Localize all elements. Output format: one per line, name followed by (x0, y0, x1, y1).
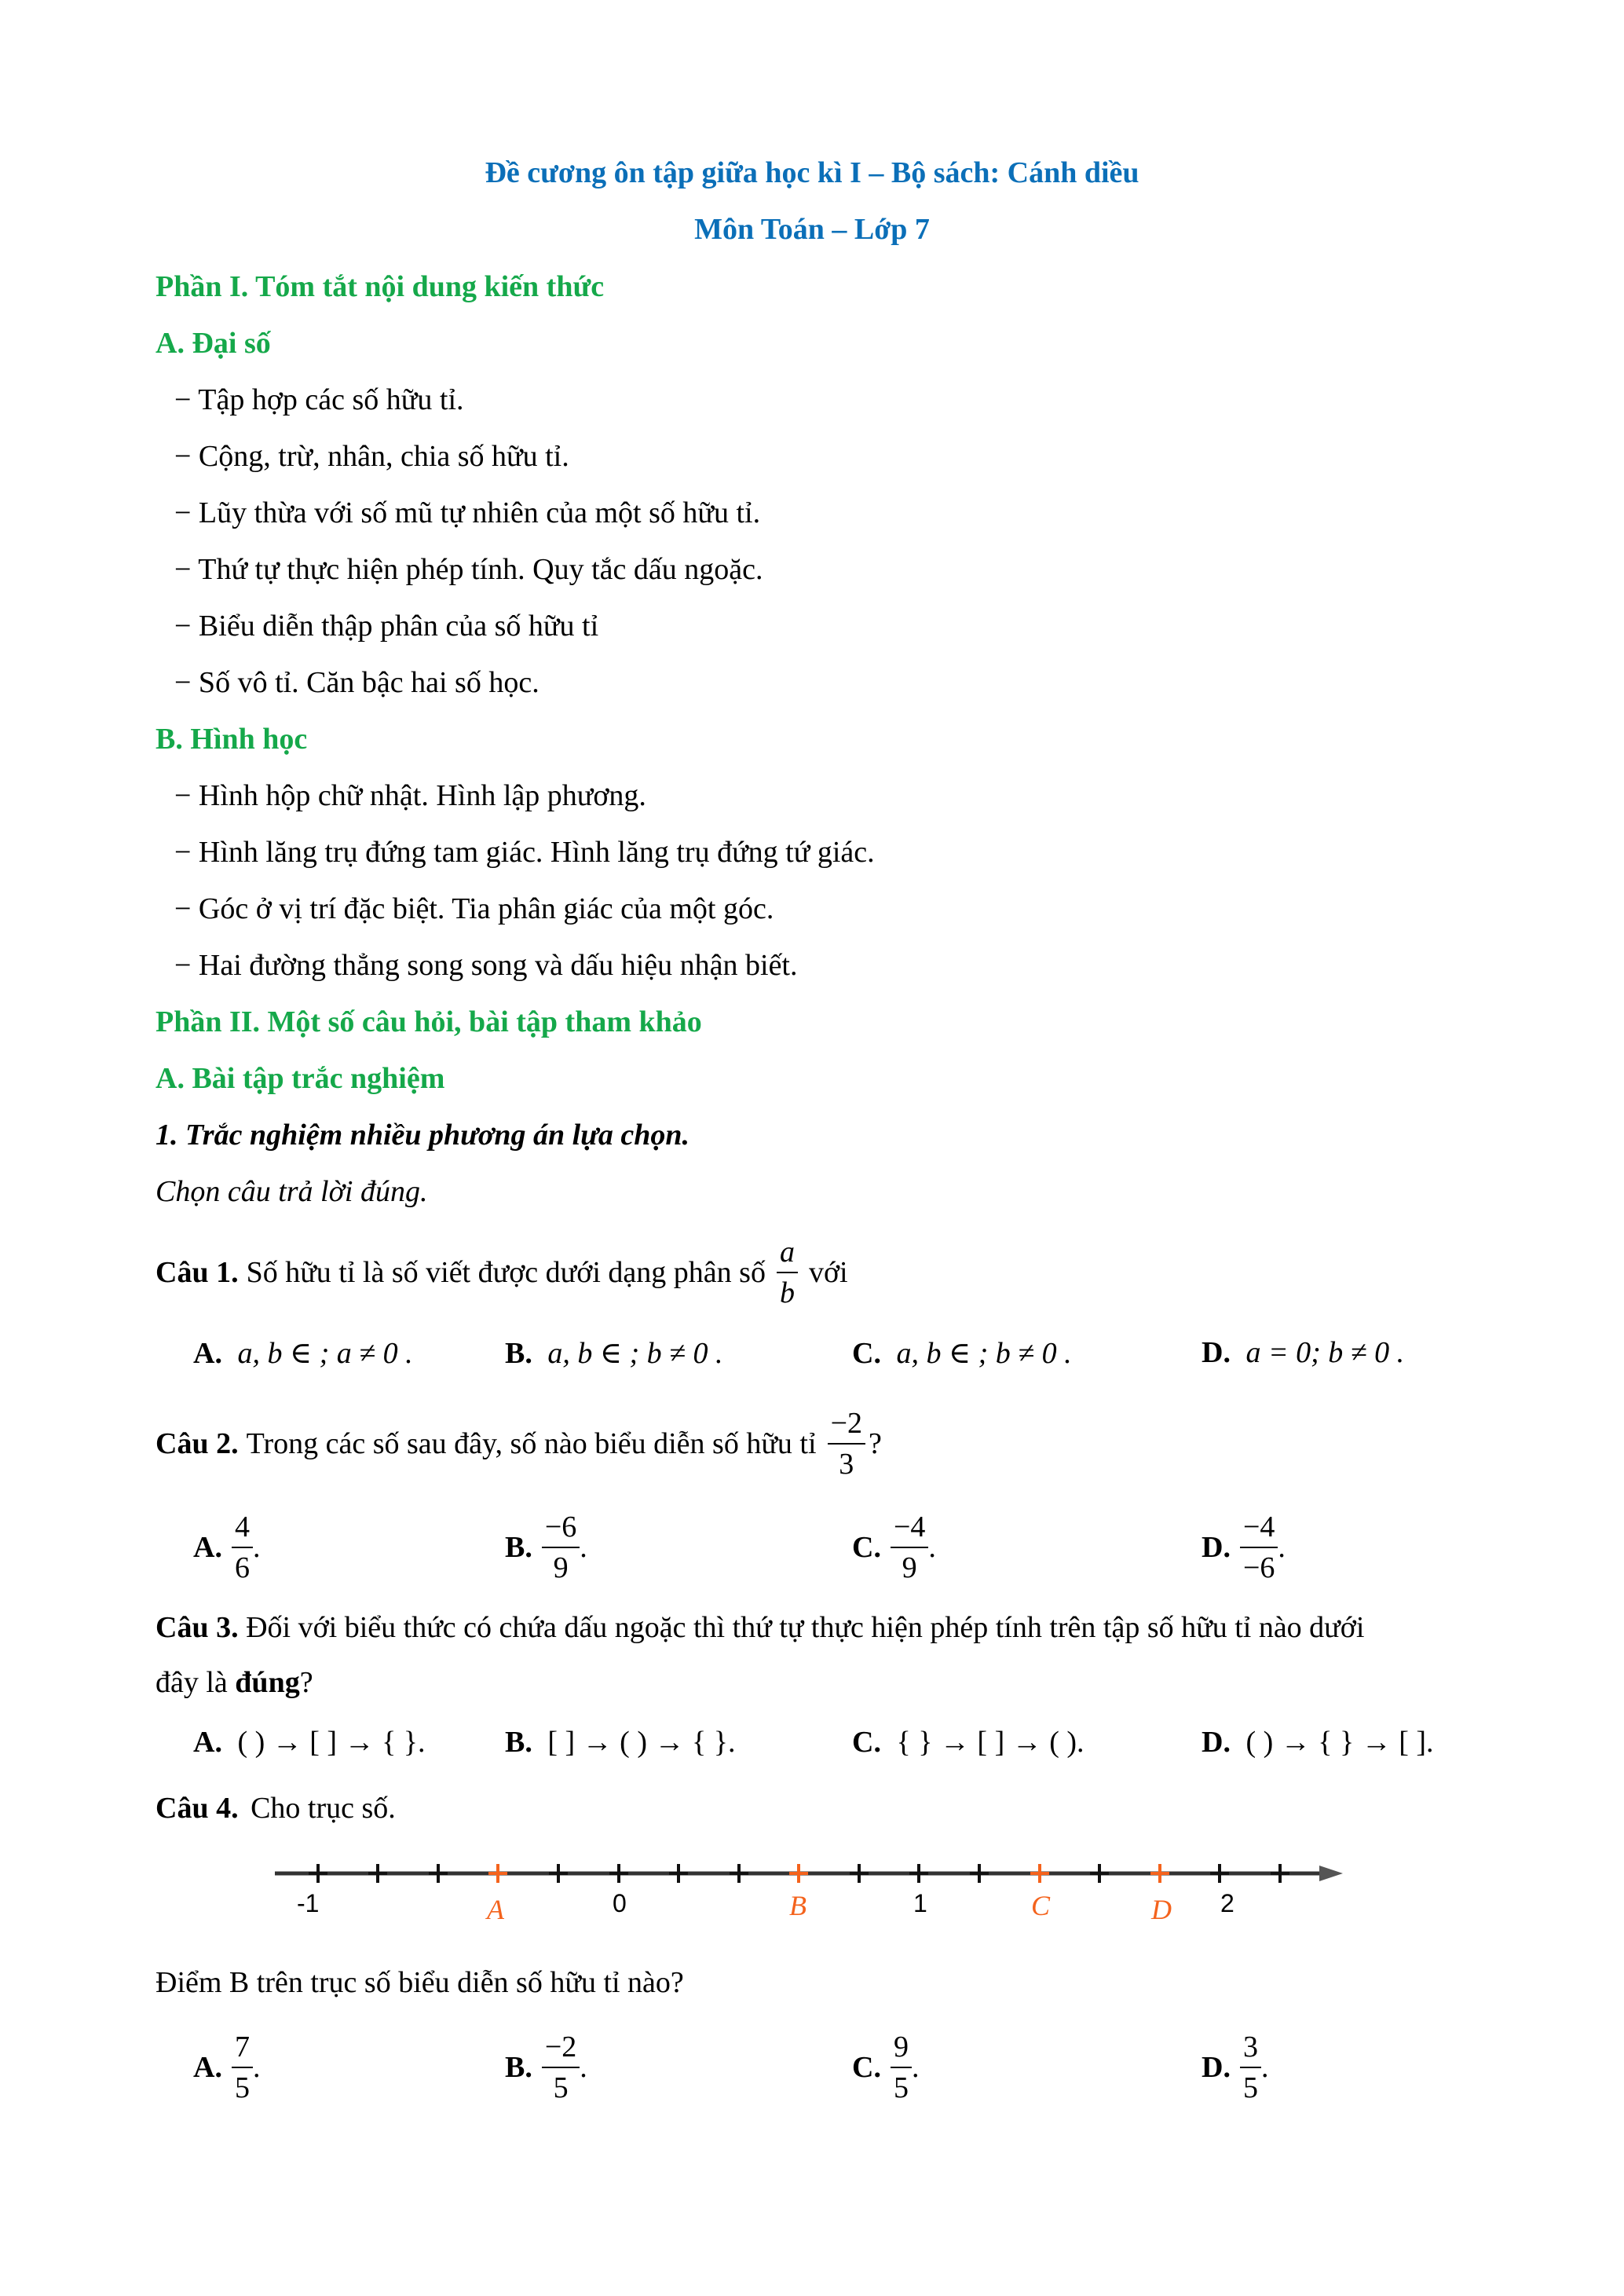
point-label-d: D (1151, 1894, 1172, 1925)
question-text: Cho trục số. (251, 1792, 396, 1825)
fraction-numerator: −4 (1240, 1512, 1278, 1548)
part2-heading: Phần II. Một số câu hỏi, bài tập tham khảo (155, 1005, 702, 1038)
fraction-denominator: b (779, 1276, 795, 1309)
question-2 (155, 1404, 882, 1483)
question-label: Câu 4. (155, 1792, 239, 1825)
question-text-after: với (808, 1256, 848, 1289)
q2-option-b[interactable]: B. $\frac{-6}{9}$ . (505, 1511, 587, 1584)
q1-option-b[interactable] (505, 1335, 723, 1371)
algebra-item: − Thứ tự thực hiện phép tính. Quy tắc dấu ngoặc. (174, 553, 763, 586)
option-label: A. (193, 1531, 222, 1564)
q4-option-a[interactable]: A. $\frac{7}{5}$ . (193, 2031, 261, 2104)
option-text: [ ] → ( ) → { }. (547, 1726, 736, 1759)
q3-option-d[interactable] (1202, 1725, 1434, 1760)
question-4-prompt: Điểm B trên trục số biểu diễn số hữu tỉ nào? (155, 1966, 684, 1999)
point-label-a: A (487, 1894, 504, 1925)
question-text: đây là (155, 1666, 236, 1699)
q4-option-c[interactable]: C. $\frac{9}{5}$ . (852, 2031, 920, 2104)
question-text-after: ? (869, 1427, 882, 1460)
fraction (232, 2032, 253, 2103)
axis-label-2: 2 (1220, 1889, 1234, 1917)
question-text: Số hữu tỉ là số viết được dưới dạng phân số (246, 1256, 766, 1289)
fraction-denominator: 5 (234, 2071, 250, 2104)
q2-option-a[interactable]: A. $\frac{4}{6}$ . (193, 1511, 261, 1584)
option-label: B. (505, 1531, 532, 1564)
q1-option-c[interactable] (852, 1335, 1072, 1371)
q4-option-b[interactable]: B. $\frac{-2}{5}$ . (505, 2031, 587, 2104)
q4-option-d[interactable]: D. $\frac{3}{5}$ . (1202, 2031, 1269, 2104)
instruction: Chọn câu trả lời đúng. (155, 1175, 428, 1208)
q1-option-d[interactable] (1202, 1335, 1404, 1370)
fraction (891, 1512, 928, 1583)
geometry-item: − Hình lăng trụ đứng tam giác. Hình lăng trụ đứng tứ giác. (174, 836, 875, 869)
question-1 (155, 1233, 848, 1312)
fraction-numerator: 7 (232, 2032, 253, 2068)
fraction (891, 2032, 912, 2103)
number-line-arrow (1319, 1866, 1343, 1881)
q3-option-b[interactable] (505, 1725, 735, 1760)
option-label: B. (505, 1726, 532, 1759)
question-label: Câu 2. (155, 1427, 239, 1460)
part1-heading: Phần I. Tóm tắt nội dung kiến thức (155, 270, 605, 303)
q2-option-d[interactable]: D. $\frac{-4}{-6}$ . (1202, 1511, 1286, 1584)
algebra-item: − Tập hợp các số hữu tỉ. (174, 383, 464, 416)
option-label: D. (1202, 1531, 1231, 1564)
option-label: B. (505, 1337, 532, 1370)
fraction-denominator: 6 (234, 1551, 250, 1584)
geometry-item: − Hai đường thẳng song song và dấu hiệu nhận biết. (174, 949, 798, 982)
fraction (1240, 2032, 1261, 2103)
fraction (1240, 1512, 1278, 1583)
question-3 (155, 1610, 1364, 1645)
fraction-numerator: −6 (542, 1512, 580, 1548)
question-label: Câu 1. (155, 1256, 239, 1289)
geometry-item: − Hình hộp chữ nhật. Hình lập phương. (174, 779, 646, 812)
emphasis-text: đúng (235, 1666, 300, 1699)
fraction (542, 1512, 580, 1583)
option-text: { } → [ ] → ( ). (896, 1726, 1084, 1759)
option-text: ( ) → { } → [ ]. (1245, 1726, 1434, 1759)
option-label: A. (193, 1337, 222, 1370)
question-text: Đối với biểu thức có chứa dấu ngoặc thì thứ tự thực hiện phép tính trên tập số hữu tỉ nào dưới (246, 1611, 1365, 1644)
subsection-heading: 1. Trắc nghiệm nhiều phương án lựa chọn. (155, 1119, 690, 1152)
fraction-numerator: a (777, 1237, 798, 1273)
fraction-numerator: 9 (891, 2032, 912, 2068)
option-text: a, b ∈ ; a ≠ 0 . (237, 1337, 413, 1370)
fraction-denominator: 9 (553, 1551, 569, 1584)
fraction (828, 1408, 865, 1479)
fraction (542, 2032, 580, 2103)
axis-label-0: 0 (613, 1889, 627, 1917)
fraction-numerator: 3 (1240, 2032, 1261, 2068)
fraction-numerator: −2 (828, 1408, 865, 1445)
document-title: Đề cương ôn tập giữa học kì I – Bộ sách: Cánh diều (485, 156, 1139, 189)
option-label: D. (1202, 2051, 1231, 2084)
fraction (232, 1512, 253, 1583)
algebra-item: − Cộng, trừ, nhân, chia số hữu tỉ. (174, 440, 569, 473)
option-text: ( ) → [ ] → { }. (237, 1726, 426, 1759)
fraction-denominator: 5 (893, 2071, 909, 2104)
option-label: B. (505, 2051, 532, 2084)
section-a-heading: A. Bài tập trắc nghiệm (155, 1062, 445, 1095)
option-text: a, b ∈ ; b ≠ 0 . (896, 1337, 1072, 1370)
geometry-item: − Góc ở vị trí đặc biệt. Tia phân giác của một góc. (174, 892, 774, 925)
q3-option-a[interactable] (193, 1725, 426, 1760)
option-label: A. (193, 2051, 222, 2084)
fraction (777, 1237, 798, 1308)
option-label: C. (852, 1726, 881, 1759)
option-text: a = 0; b ≠ 0 . (1245, 1336, 1405, 1369)
q2-option-c[interactable]: C. $\frac{-4}{9}$ . (852, 1511, 936, 1584)
algebra-item: − Số vô tỉ. Căn bậc hai số học. (174, 666, 540, 699)
question-text: ? (299, 1666, 313, 1699)
option-label: A. (193, 1726, 222, 1759)
fraction-denominator: 5 (1242, 2071, 1258, 2104)
q1-option-a[interactable] (193, 1335, 413, 1371)
option-label: D. (1202, 1336, 1231, 1369)
option-label: C. (852, 2051, 881, 2084)
algebra-item: − Lũy thừa với số mũ tự nhiên của một số hữu tỉ. (174, 496, 761, 529)
number-line (267, 1850, 1366, 1936)
fraction-denominator: −6 (1242, 1551, 1275, 1584)
question-3-line2 (155, 1665, 313, 1700)
document-subtitle: Môn Toán – Lớp 7 (694, 213, 930, 246)
option-label: C. (852, 1531, 881, 1564)
fraction-numerator: 4 (232, 1512, 253, 1548)
algebra-item: − Biểu diễn thập phân của số hữu tỉ (174, 610, 599, 643)
option-label: D. (1202, 1726, 1231, 1759)
point-label-c: C (1031, 1890, 1051, 1921)
fraction-numerator: −4 (891, 1512, 928, 1548)
fraction-numerator: −2 (542, 2032, 580, 2068)
algebra-heading: A. Đại số (155, 327, 271, 360)
question-4 (155, 1791, 396, 1825)
option-label: C. (852, 1337, 881, 1370)
point-label-b: B (789, 1890, 807, 1921)
fraction-denominator: 5 (553, 2071, 569, 2104)
option-text: a, b ∈ ; b ≠ 0 . (547, 1337, 723, 1370)
geometry-heading: B. Hình học (155, 723, 308, 756)
fraction-denominator: 3 (839, 1448, 854, 1481)
q3-option-c[interactable] (852, 1725, 1084, 1760)
axis-label-neg1: -1 (297, 1889, 320, 1917)
axis-label-1: 1 (913, 1889, 927, 1917)
fraction-denominator: 9 (902, 1551, 917, 1584)
question-label: Câu 3. (155, 1611, 239, 1644)
question-text: Trong các số sau đây, số nào biểu diễn số hữu tỉ (246, 1427, 817, 1460)
